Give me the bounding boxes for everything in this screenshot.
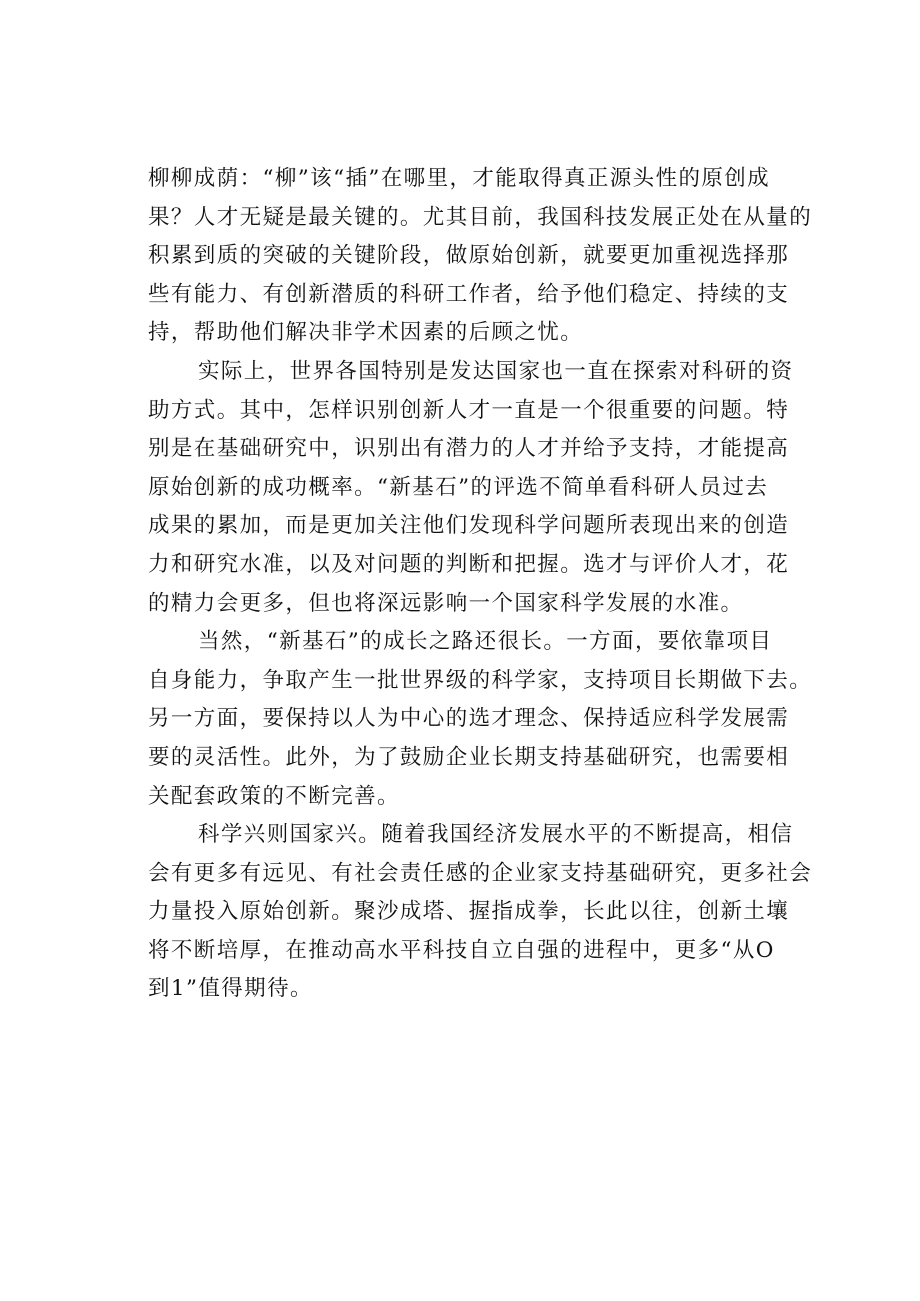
text-line: 实际上，世界各国特别是发达国家也一直在探索对科研的资 — [198, 358, 794, 384]
paragraph-2 — [148, 353, 808, 623]
text-line: 自身能力，争取产生一批世界级的科学家，支持项目长期做下去。 — [148, 667, 813, 693]
text-line: 柳柳成荫：“柳”该“插”在哪里，才能取得真正源头性的原创成 — [148, 166, 771, 191]
text-line: 积累到质的突破的关键阶段，做原始创新，就要更加重视选择那 — [148, 243, 790, 269]
text-line: 持，帮助他们解决非学术因素的后顾之忧。 — [148, 320, 584, 346]
text-line: 些有能力、有创新潜质的科研工作者，给予他们稳定、持续的支 — [148, 281, 790, 307]
paragraph-3 — [148, 623, 813, 816]
text-line: 力量投入原始创新。聚沙成塔、握指成拳，长此以往，创新土壤 — [148, 899, 790, 925]
text-line: 科学兴则国家兴。随着我国经济发展水平的不断提高，相信 — [198, 822, 794, 848]
text-line: 会有更多有远见、有社会责任感的企业家支持基础研究，更多社会 — [148, 860, 813, 886]
text-line: 要的灵活性。此外，为了鼓励企业长期支持基础研究，也需要相 — [148, 744, 790, 770]
text-line: 成果的累加，而是更加关注他们发现科学问题所表现出来的创造 — [148, 513, 790, 539]
text-line: 另一方面，要保持以人为中心的选才理念、保持适应科学发展需 — [148, 706, 790, 732]
paragraph-4 — [148, 816, 813, 1009]
paragraph-1 — [148, 160, 813, 353]
text-line: 力和研究水准，以及对问题的判断和把握。选才与评价人才，花 — [148, 551, 790, 577]
text-line: 将不断培厚，在推动高水平科技自立自强的进程中，更多“从O — [148, 937, 775, 963]
text-line: 的精力会更多，但也将深远影响一个国家科学发展的水准。 — [148, 590, 744, 616]
text-line: 果？人才无疑是最关键的。尤其目前，我国科技发展正处在从量的 — [148, 204, 813, 230]
document-body — [148, 160, 813, 1009]
text-line: 当然，“新基石”的成长之路还很长。一方面，要依靠项目 — [198, 629, 773, 655]
text-line: 助方式。其中，怎样识别创新人才一直是一个很重要的问题。特 — [148, 397, 790, 423]
text-line: 原始创新的成功概率。“新基石”的评选不简单看科研人员过去 — [148, 474, 769, 500]
text-line: 别是在基础研究中，识别出有潜力的人才并给予支持，才能提高 — [148, 436, 790, 462]
text-line: 到1”值得期待。 — [148, 976, 313, 1002]
text-line: 关配套政策的不断完善。 — [148, 783, 400, 809]
